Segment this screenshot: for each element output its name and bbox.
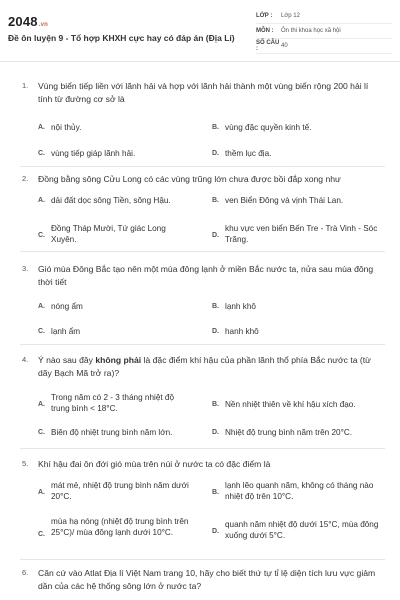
- meta-row-class: [256, 9, 392, 24]
- meta-label: MÔN :: [256, 28, 274, 34]
- option-letter: D.: [212, 429, 219, 436]
- option-text: khu vực ven biển Bến Tre - Trà Vinh - Sóc Trăng.: [225, 224, 378, 244]
- option-letter: B.: [212, 401, 219, 408]
- option-text: nội thủy.: [51, 123, 82, 132]
- option-letter: B.: [212, 303, 219, 310]
- option-letter: A.: [38, 401, 45, 408]
- question-text: Vùng biển tiếp liền với lãnh hải và hợp với lãnh hải thành một vùng biển rộng 200 hải lí tính từ đường cơ sở là: [38, 81, 369, 104]
- logo-brand: 2048: [8, 14, 38, 29]
- option-text: vùng tiếp giáp lãnh hải.: [51, 149, 136, 158]
- option-letter: D.: [212, 232, 219, 239]
- option-text: lạnh ẩm: [51, 327, 81, 336]
- option-letter: C.: [38, 150, 45, 157]
- question-text-part: là đặc điểm khí hậu của phần lãnh thổ phía Bắc nước ta (từ dãy Bạch Mã trở ra)?: [38, 355, 371, 378]
- question-text-emphasis: không phải: [95, 355, 142, 365]
- option-letter: A.: [38, 303, 45, 310]
- meta-value: Ôn thi khoa học xã hội: [281, 28, 341, 34]
- option-text: thềm lục địa.: [225, 149, 272, 158]
- meta-value: Lớp 12: [281, 13, 300, 19]
- option-letter: C.: [38, 232, 45, 239]
- question-number: 1.: [22, 81, 29, 90]
- option-text: hanh khô: [225, 327, 259, 336]
- meta-row-count: [256, 39, 392, 54]
- question-number: 2.: [22, 174, 29, 183]
- question-number: 5.: [22, 459, 29, 468]
- option-letter: C.: [38, 328, 45, 335]
- meta-row-subject: [256, 24, 392, 39]
- option-letter: A.: [38, 124, 45, 131]
- option-text: dải đất dọc sông Tiền, sông Hậu.: [51, 196, 171, 205]
- option-text: mùa hạ nóng (nhiệt độ trung bình trên 25°C)/ mùa đông lạnh dưới 10°C.: [51, 517, 189, 537]
- page-header: [0, 0, 400, 62]
- option-letter: D.: [212, 528, 219, 535]
- option-letter: A.: [38, 489, 45, 496]
- divider: [20, 559, 385, 560]
- option-text: Trong năm có 2 - 3 tháng nhiệt độ trung bình < 18°C.: [51, 393, 175, 413]
- question-text: Khí hậu đai ôn đới gió mùa trên núi ở nước ta có đặc điểm là: [38, 459, 271, 469]
- option-letter: B.: [212, 197, 219, 204]
- option-text: quanh năm nhiệt độ dưới 15°C, mùa đông xuống dưới 5°C.: [225, 520, 379, 540]
- option-letter: C.: [38, 429, 45, 436]
- divider: [20, 344, 385, 345]
- option-text: vùng đặc quyền kinh tế.: [225, 123, 312, 132]
- question-number: 6.: [22, 568, 29, 577]
- question-number: 4.: [22, 355, 29, 364]
- option-text: nóng ẩm: [51, 302, 83, 311]
- question-text: Đồng bằng sông Cửu Long có các vùng trũng lớn chưa được bồi đắp xong như: [38, 174, 341, 184]
- option-letter: B.: [212, 489, 219, 496]
- question-text: Gió mùa Đông Bắc tạo nên một mùa đông lạnh ở miền Bắc nước ta, nửa sau mùa đông thời tiết: [38, 264, 374, 287]
- meta-label: LỚP :: [256, 13, 273, 19]
- option-text: lạnh lẽo quanh năm, không có tháng nào nhiệt độ trên 10°C.: [225, 481, 374, 501]
- question-text: [38, 354, 383, 380]
- divider: [20, 166, 385, 167]
- meta-table: [256, 9, 392, 54]
- logo-tld: .vn: [38, 22, 49, 28]
- divider: [20, 448, 385, 449]
- option-text: Nhiệt độ trung bình năm trên 20°C.: [225, 428, 353, 437]
- option-text: Biên độ nhiệt trung bình năm lớn.: [51, 428, 173, 437]
- option-text: ven Biển Đông và vịnh Thái Lan.: [225, 196, 344, 205]
- divider: [20, 251, 385, 252]
- option-text: mát mẻ, nhiệt độ trung bình năm dưới 20°C.: [51, 481, 189, 501]
- question-number: 3.: [22, 264, 29, 273]
- option-letter: D.: [212, 328, 219, 335]
- document-title: Đề ôn luyện 9 - Tổ hợp KHXH cực hay có đáp án (Địa Lí): [8, 33, 235, 43]
- option-text: Nền nhiệt thiên về khí hậu xích đạo.: [225, 400, 356, 409]
- meta-value: 40: [281, 43, 288, 49]
- question-text-part: Ý nào sau đây: [38, 355, 96, 365]
- option-text: lạnh khô: [225, 302, 256, 311]
- site-logo[interactable]: [8, 14, 48, 29]
- option-letter: D.: [212, 150, 219, 157]
- option-letter: C.: [38, 531, 45, 538]
- question-text: Căn cứ vào Atlat Địa lí Việt Nam trang 10, hãy cho biết thứ tự tỉ lệ diện tích lưu vực giảm dần của các hệ thống sông lớn ở nước ta?: [38, 568, 376, 591]
- option-letter: B.: [212, 124, 219, 131]
- option-text: Đồng Tháp Mười, Tứ giác Long Xuyên.: [51, 224, 166, 244]
- meta-label: SỐ CÂU :: [256, 40, 280, 52]
- option-letter: A.: [38, 197, 45, 204]
